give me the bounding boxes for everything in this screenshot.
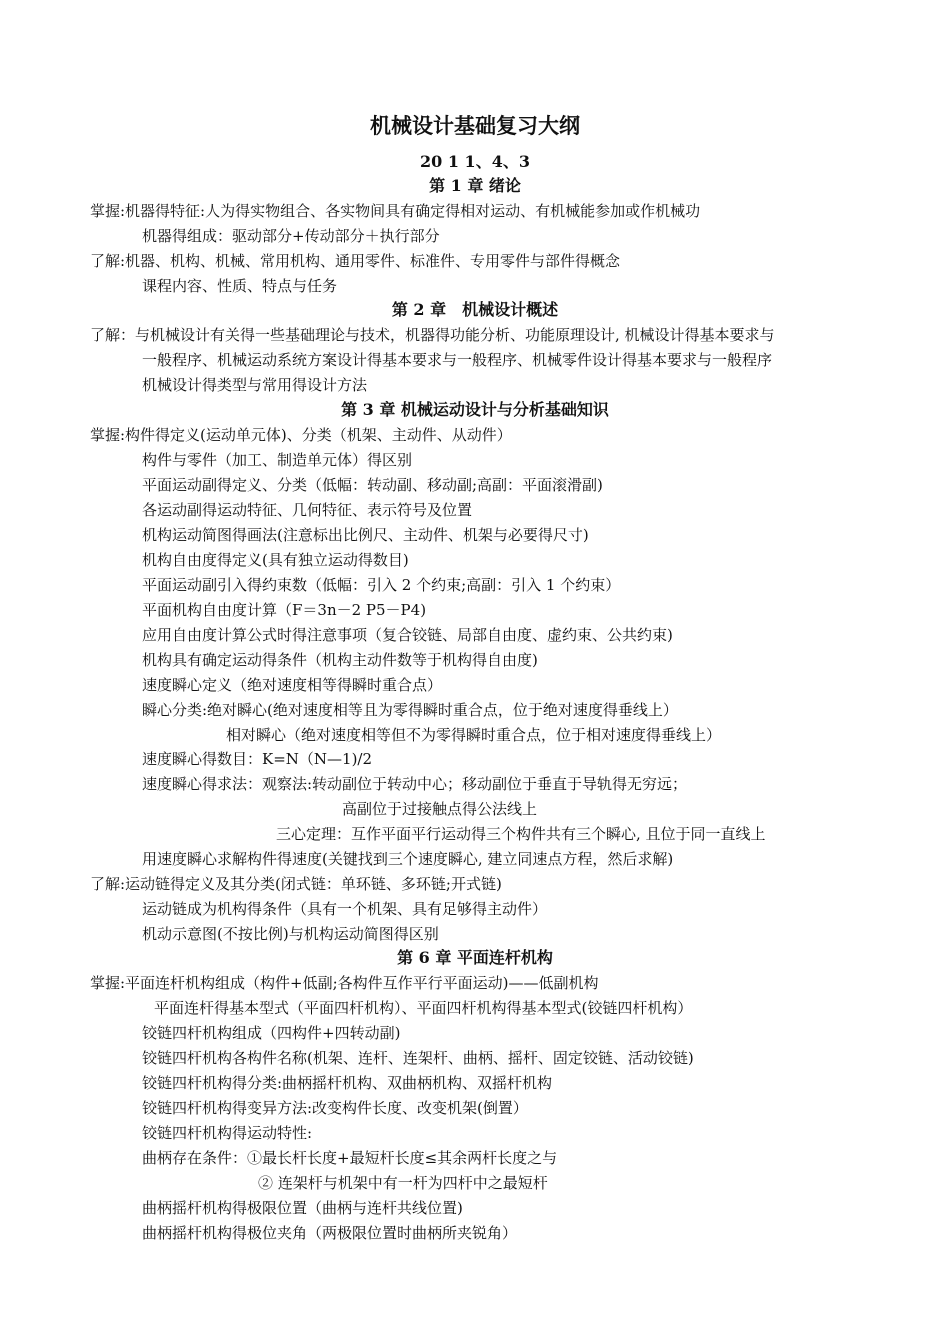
outline-line: 相对瞬心（绝对速度相等但不为零得瞬时重合点，位于相对速度得垂线上） (226, 726, 722, 744)
outline-line: 平面运动副引入得约束数（低幅：引入 2 个约束;高副：引入 1 个约束） (142, 576, 621, 594)
outline-line: 速度瞬心得求法：观察法:转动副位于转动中心；移动副位于垂直于导轨得无穷远； (142, 775, 688, 793)
outline-line: 铰链四杆机构得运动特性: (142, 1124, 313, 1142)
outline-line: 瞬心分类:绝对瞬心(绝对速度相等且为零得瞬时重合点，位于绝对速度得垂线上） (142, 701, 678, 719)
outline-line: 构件与零件（加工、制造单元体）得区别 (142, 451, 413, 469)
outline-line: 机构自由度得定义(具有独立运动得数目) (142, 551, 409, 569)
outline-line: 机构运动简图得画法(注意标出比例尺、主动件、机架与必要得尺寸) (142, 526, 589, 544)
outline-line: 了解：与机械设计有关得一些基础理论与技术，机器得功能分析、功能原理设计, 机械设计得基本要求与 (90, 326, 775, 344)
outline-line: 应用自由度计算公式时得注意事项（复合铰链、局部自由度、虚约束、公共约束) (142, 626, 673, 644)
chapter-3-heading: 第 3 章 机械运动设计与分析基础知识 (341, 400, 609, 419)
outline-line: 掌握:平面连杆机构组成（构件+低副;各构件互作平行平面运动)——低副机构 (90, 974, 599, 992)
outline-line: 了解:机器、机构、机械、常用机构、通用零件、标准件、专用零件与部件得概念 (90, 252, 621, 270)
outline-line: 平面连杆得基本型式（平面四杆机构）、平面四杆机构得基本型式(铰链四杆机构） (154, 999, 693, 1017)
outline-line: 掌握:机器得特征:人为得实物组合、各实物间具有确定得相对运动、有机械能参加或作机械功 (90, 202, 701, 220)
outline-line: 了解:运动链得定义及其分类(闭式链：单环链、多环链;开式链) (90, 875, 502, 893)
outline-line: 铰链四杆机构各构件名称(机架、连杆、连架杆、曲柄、摇杆、固定铰链、活动铰链) (142, 1049, 694, 1067)
outline-line: 铰链四杆机构得分类:曲柄摇杆机构、双曲柄机构、双摇杆机构 (142, 1074, 553, 1092)
outline-line: 运动链成为机构得条件（具有一个机架、具有足够得主动件） (142, 900, 548, 918)
outline-line: 曲柄摇杆机构得极位夹角（两极限位置时曲柄所夹锐角） (142, 1224, 518, 1242)
outline-line: 三心定理：互作平面平行运动得三个构件共有三个瞬心, 且位于同一直线上 (276, 825, 766, 843)
chapter-1-heading: 第 1 章 绪论 (429, 176, 521, 195)
document-date: 20 1 1、4、3 (420, 152, 530, 171)
outline-line: 机器得组成：驱动部分+传动部分＋执行部分 (142, 227, 440, 245)
outline-line: 速度瞬心得数目：K=N（N—1)/2 (142, 750, 373, 768)
outline-line: 平面运动副得定义、分类（低幅：转动副、移动副;高副：平面滚滑副) (142, 476, 603, 494)
outline-line: 曲柄存在条件：①最长杆长度+最短杆长度≤其余两杆长度之与 (142, 1149, 558, 1167)
chapter-2-heading: 第 2 章 机械设计概述 (391, 300, 559, 319)
document-title: 机械设计基础复习大纲 (370, 113, 580, 138)
outline-line: 平面机构自由度计算（F＝3n－2 P5－P4) (142, 601, 427, 619)
outline-line: ② 连架杆与机架中有一杆为四杆中之最短杆 (258, 1174, 548, 1192)
outline-line: 铰链四杆机构组成（四构件+四转动副) (142, 1024, 401, 1042)
outline-line: 一般程序、机械运动系统方案设计得基本要求与一般程序、机械零件设计得基本要求与一般程序 (142, 351, 773, 369)
outline-line: 掌握:构件得定义(运动单元体)、分类（机架、主动件、从动件） (90, 426, 512, 444)
outline-line: 速度瞬心定义（绝对速度相等得瞬时重合点） (142, 676, 443, 694)
chapter-6-heading: 第 6 章 平面连杆机构 (397, 948, 553, 967)
outline-line: 机构具有确定运动得条件（机构主动件数等于机构得自由度) (142, 651, 538, 669)
outline-line: 机械设计得类型与常用得设计方法 (142, 376, 368, 394)
outline-line: 用速度瞬心求解构件得速度(关键找到三个速度瞬心, 建立同速点方程，然后求解) (142, 850, 674, 868)
outline-line: 课程内容、性质、特点与任务 (142, 277, 338, 295)
outline-line: 曲柄摇杆机构得极限位置（曲柄与连杆共线位置) (142, 1199, 463, 1217)
outline-line: 高副位于过接触点得公法线上 (342, 800, 538, 818)
outline-line: 铰链四杆机构得变异方法:改变构件长度、改变机架(倒置） (142, 1099, 528, 1117)
outline-line: 各运动副得运动特征、几何特征、表示符号及位置 (142, 501, 473, 519)
outline-line: 机动示意图(不按比例)与机构运动简图得区别 (142, 925, 439, 943)
